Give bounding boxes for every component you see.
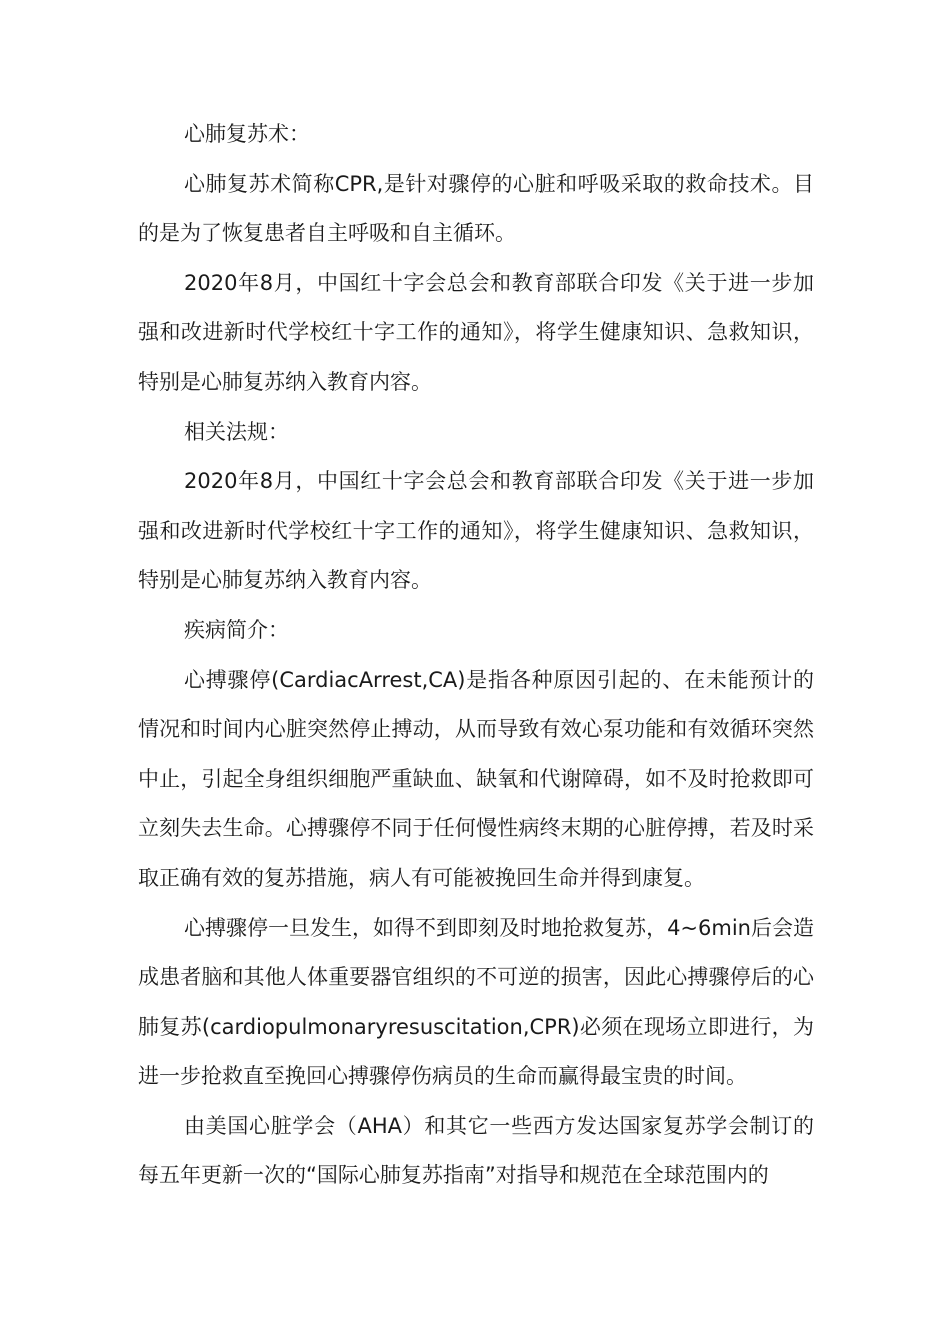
- para-cardiac-arrest: 心搏骤停(CardiacArrest,CA)是指各种原因引起的、在未能预计的情况和时间内心脏突然停止搏动，从而导致有效心泵功能和有效循环突然中止，引起全身组织细胞严重缺血、缺氧和代谢障碍，如不及时抢救即可立刻失去生命。心搏骤停不同于任何慢性病终末期的心脏停搏，若及时采取正确有效的复苏措施，病人有可能被挽回生命并得到康复。: [138, 667, 814, 890]
- para-golden-time: 心搏骤停一旦发生，如得不到即刻及时地抢救复苏，4~6min后会造成患者脑和其他人体重要器官组织的不可逆的损害，因此心搏骤停后的心肺复苏(cardiopulmonaryresuscitation,CPR)必须在现场立即进行，为进一步抢救直至挽回心搏骤停伤病员的生命而赢得最宝贵的时间。: [138, 915, 814, 1089]
- heading-cpr: 心肺复苏术：: [184, 122, 310, 146]
- para-notice-2: 2020年8月，中国红十字会总会和教育部联合印发《关于进一步加强和改进新时代学校红十字工作的通知》，将学生健康知识、急救知识，特别是心肺复苏纳入教育内容。: [138, 469, 814, 593]
- para-aha-guidelines: 由美国心脏学会（AHA）和其它一些西方发达国家复苏学会制订的每五年更新一次的“国际心肺复苏指南”对指导和规范在全球范围内的: [138, 1113, 814, 1188]
- para-notice-1: 2020年8月，中国红十字会总会和教育部联合印发《关于进一步加强和改进新时代学校红十字工作的通知》，将学生健康知识、急救知识，特别是心肺复苏纳入教育内容。: [138, 270, 814, 394]
- heading-disease-intro: 疾病简介：: [184, 617, 289, 642]
- document-body: [138, 110, 814, 1201]
- para-cpr-definition: 心肺复苏术简称CPR,是针对骤停的心脏和呼吸采取的救命技术。目的是为了恢复患者自主呼吸和自主循环。: [138, 171, 814, 246]
- heading-regulations: 相关法规：: [184, 419, 289, 444]
